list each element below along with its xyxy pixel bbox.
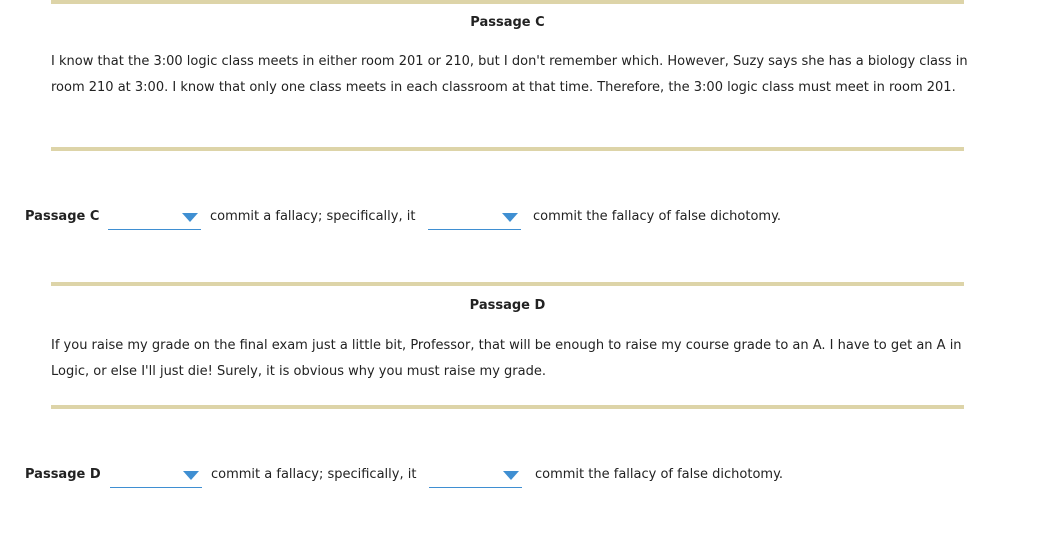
- passage-c-dropdown-1[interactable]: [108, 207, 201, 230]
- passage-c-bottom-divider: [51, 147, 964, 151]
- passage-c-text: I know that the 3:00 logic class meets in either room 201 or 210, but I don't remember which. However, Suzy says she has a biology class in room 210 at 3:00. I know that only one class meets in each classroom at that time. Therefore, the 3:00 logic class must meet in room 201.: [51, 54, 968, 95]
- passage-c-dropdown-2[interactable]: [428, 207, 521, 230]
- passage-d-title: Passage D: [469, 298, 546, 313]
- passage-d-end-text: commit the fallacy of false dichotomy.: [535, 467, 784, 482]
- passage-c-middle-text: commit a fallacy; specifically, it: [210, 209, 416, 224]
- chevron-down-icon: [183, 471, 199, 480]
- passage-d-text: If you raise my grade on the final exam just a little bit, Professor, that will be enough to raise my course grade to an A. I have to get an A in Logic, or else I'll just die! Surely, it is obvious why you must raise my grade.: [51, 338, 962, 379]
- passage-d-dropdown-2[interactable]: [429, 465, 522, 488]
- passage-c-top-divider: [51, 0, 964, 4]
- passage-c-end-text: commit the fallacy of false dichotomy.: [533, 209, 782, 224]
- passage-d-top-divider: [51, 282, 964, 286]
- passage-c-answer-label: Passage C: [25, 209, 100, 224]
- passage-d-dropdown-1[interactable]: [110, 465, 202, 488]
- chevron-down-icon: [502, 213, 518, 222]
- chevron-down-icon: [182, 213, 198, 222]
- passage-c-title: Passage C: [470, 15, 545, 30]
- passage-d-middle-text: commit a fallacy; specifically, it: [211, 467, 417, 482]
- chevron-down-icon: [503, 471, 519, 480]
- passage-d-answer-label: Passage D: [25, 467, 101, 482]
- passage-d-bottom-divider: [51, 405, 964, 409]
